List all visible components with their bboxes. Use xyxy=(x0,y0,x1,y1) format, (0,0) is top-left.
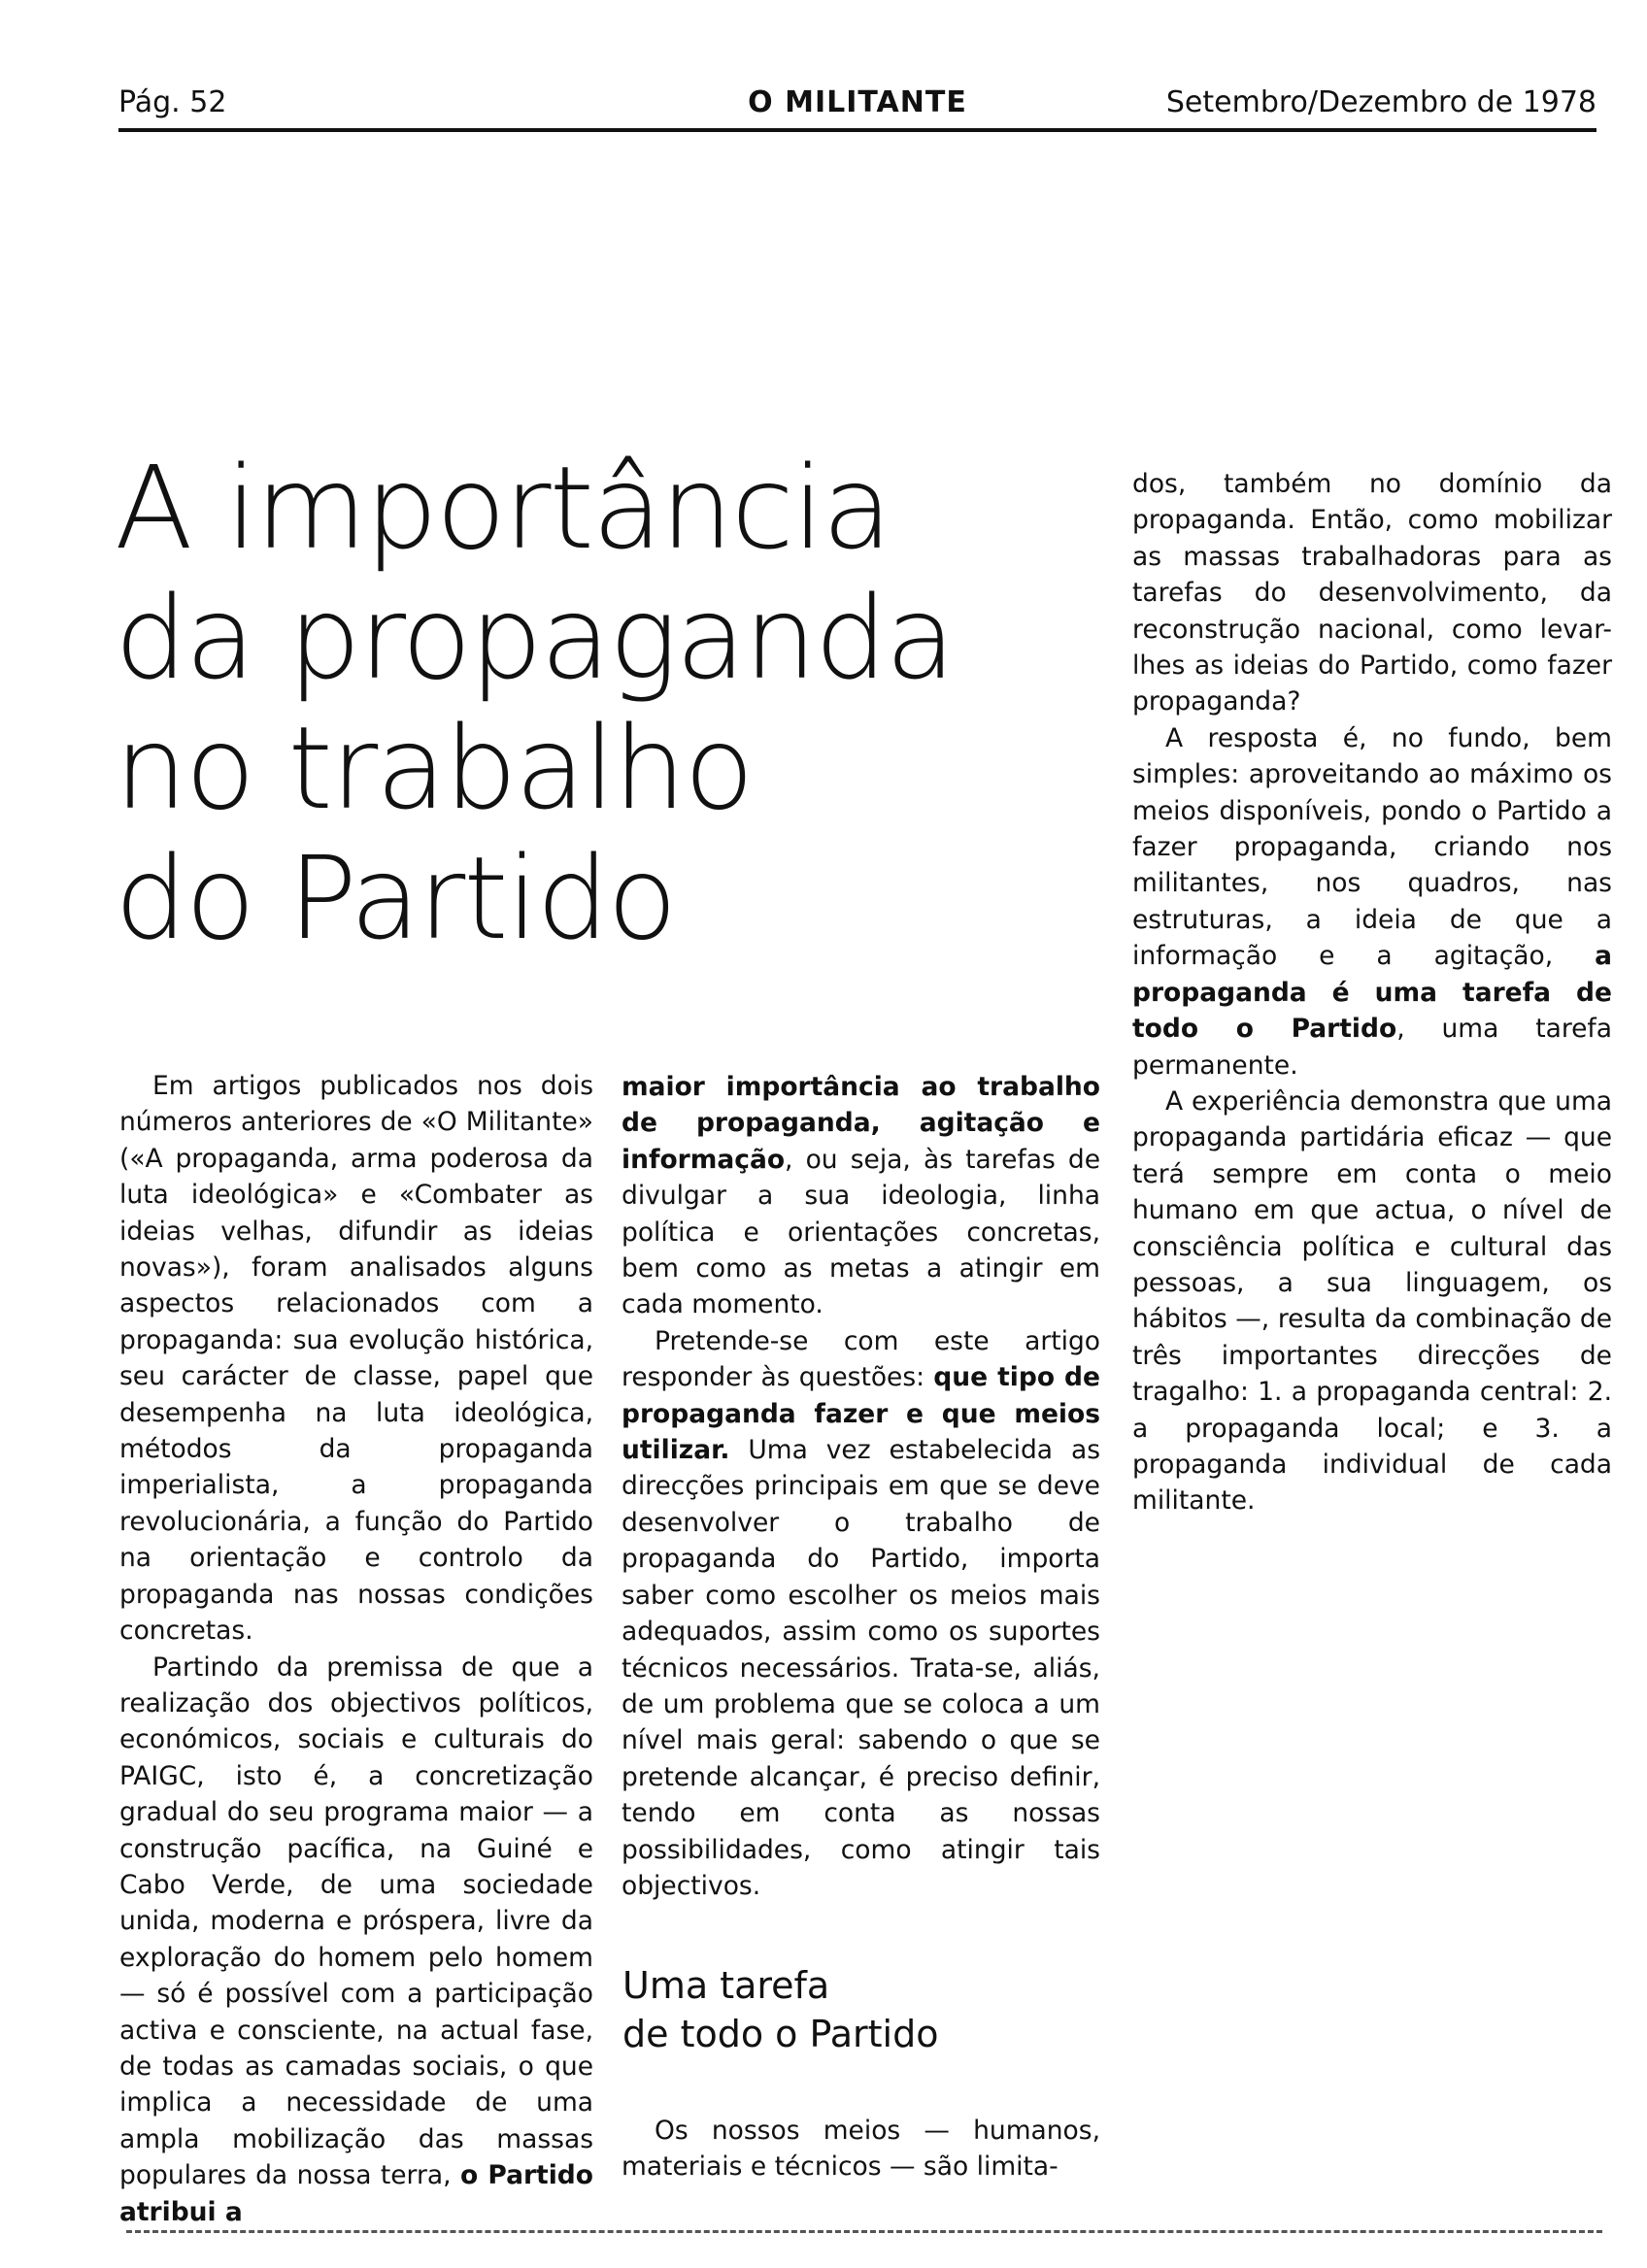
paragraph xyxy=(1132,720,1612,1084)
paragraph-text: , ou seja, às tarefas de divulgar a sua ideologia, linha política e orientações concretas, bem como as metas a atingir em cada momento. xyxy=(622,1144,1100,1320)
paragraph-text: A resposta é, no fundo, bem simples: aproveitando ao máximo os meios disponíveis, pondo o Partido a fazer propaganda, criando nos militantes, nos quadros, nas estruturas, a ideia de que a informação e a agitação, xyxy=(1132,722,1612,972)
subheading-line-1: Uma tarefa xyxy=(622,1964,830,2007)
paragraph xyxy=(119,1650,593,2231)
paragraph-text: Pretende-se com este artigo responder às questões: xyxy=(622,1325,1100,1393)
column-2 xyxy=(622,1069,1100,1904)
column-3 xyxy=(1132,466,1612,1519)
page-number: Pág. 52 xyxy=(118,85,227,119)
paragraph: dos, também no domínio da propaganda. Então, como mobilizar as massas trabalhadoras para as tarefas do desenvolvimento, da reconstrução nacional, como levar-lhes as ideias do Partido, como fazer propaganda? xyxy=(1132,469,1612,717)
page-header xyxy=(118,82,1597,132)
paragraph xyxy=(622,1069,1100,1323)
publication-title: O MILITANTE xyxy=(748,85,967,119)
headline-line-1: A importância xyxy=(115,441,891,575)
paragraph: A experiência demonstra que uma propaganda partidária eficaz — que terá sempre em conta o meio humano em que actua, o nível de consciência política e cultural das pessoas, a sua linguagem, os hábitos —, resulta da combinação de três importantes direcções de tragalho: 1. a propaganda central: 2. a propaganda local; e 3. a propaganda individual de cada militante. xyxy=(1132,1085,1612,1517)
paragraph-bold: maior importância ao trabalho de propaganda, agitação e informação xyxy=(622,1072,1100,1175)
issue-date: Setembro/Dezembro de 1978 xyxy=(1165,85,1597,119)
article-headline xyxy=(115,443,989,963)
paragraph-bold: que tipo de propaganda fazer e que meios utilizar. xyxy=(622,1362,1100,1466)
paragraph-bold: a propaganda é uma tarefa de todo o Partido xyxy=(1132,941,1612,1045)
paragraph-bold: o Partido atribui a xyxy=(119,2160,593,2227)
column-2-continued xyxy=(622,2113,1100,2185)
column-1 xyxy=(119,1068,593,2230)
paragraph-text: Partindo da premissa de que a realização dos objectivos políticos, económicos, sociais e culturais do PAIGC, isto é, a concretização gradual do seu programa maior — a construção pacífica, na Guiné e Cabo Verde, de uma sociedade unida, moderna e próspera, livre da exploração do homem pelo homem — só é possível com a participação activa e consciente, na actual fase, de todas as camadas sociais, o que implica a necessidade de uma ampla mobilização das massas populares da nossa terra, xyxy=(119,1651,593,2191)
footer-rule xyxy=(126,2230,1602,2233)
subheading-line-2: de todo o Partido xyxy=(622,2013,939,2055)
headline-line-2: da propaganda xyxy=(115,571,955,705)
headline-line-4: do Partido xyxy=(115,831,676,965)
section-subheading xyxy=(622,1961,1089,2058)
paragraph-text: , uma tarefa permanente. xyxy=(1132,1014,1613,1081)
headline-line-3: no trabalho xyxy=(115,701,753,835)
paragraph-text: Uma vez estabelecida as direcções principais em que se deve desenvolver o trabalho de propaganda do Partido, importa saber como escolher os meios mais adequados, assim como os suportes técnicos necessários. Trata-se, aliás, de um problema que se coloca a um nível mais geral: sabendo o que se pretende alcançar, é preciso definir, tendo em conta as nossas possibilidades, como atingir tais objectivos. xyxy=(622,1435,1100,1901)
paragraph xyxy=(622,1323,1100,1905)
paragraph: Em artigos publicados nos dois números anteriores de «O Militante» («A propaganda, arma poderosa da luta ideológica» e «Combater as ideias velhas, difundir as ideias novas»), foram analisados alguns aspectos relacionados com a propaganda: sua evolução histórica, seu carácter de classe, papel que desempenha na luta ideológica, métodos da propaganda imperialista, a propaganda revolucionária, a função do Partido na orientação e controlo da propaganda nas nossas condições concretas. xyxy=(119,1071,593,1647)
paragraph: Os nossos meios — humanos, materiais e técnicos — são limita- xyxy=(622,2116,1100,2183)
